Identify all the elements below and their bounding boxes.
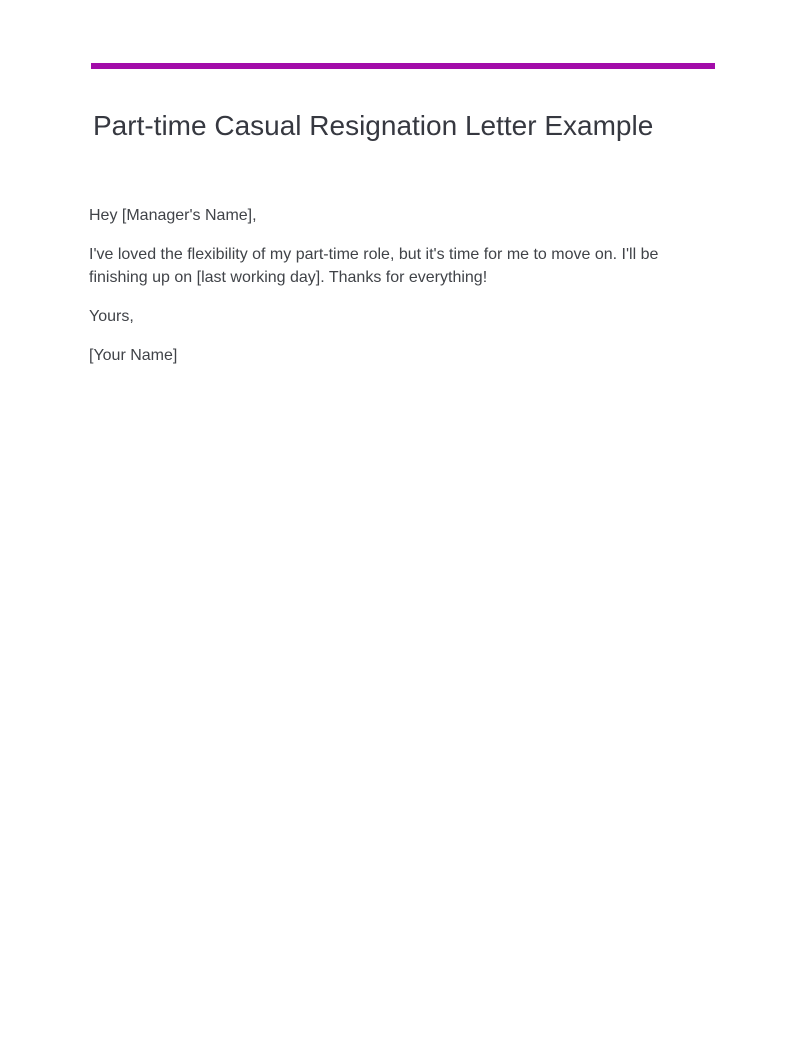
letter-paragraph: I've loved the flexibility of my part-time role, but it's time for me to move on. I'll be finishing up on [last working day]. Thanks for everything! (89, 246, 659, 286)
letter-closing: Yours, (89, 308, 134, 325)
page-title: Part-time Casual Resignation Letter Example (93, 110, 654, 141)
letter-signature: [Your Name] (89, 347, 178, 364)
letter-body (89, 204, 689, 383)
accent-bar (91, 63, 715, 69)
letter-greeting: Hey [Manager's Name], (89, 207, 257, 224)
